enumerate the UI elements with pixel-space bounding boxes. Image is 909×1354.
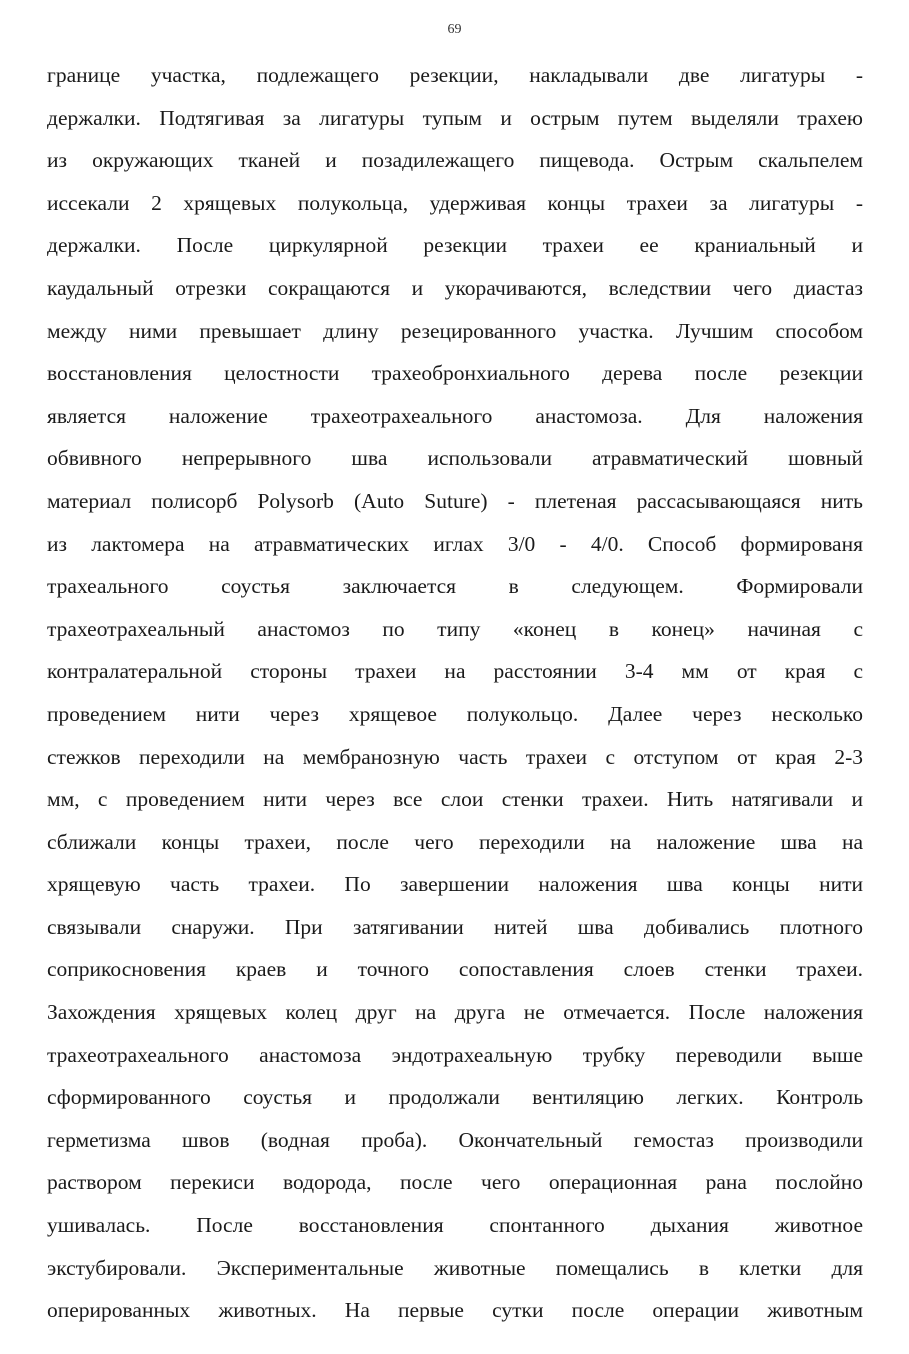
text-line: раствором перекиси водорода, после чего операционная рана послойно bbox=[47, 1170, 863, 1195]
page-number: 69 bbox=[447, 22, 462, 37]
text-line: Захождения хрящевых колец друг на друга не отмечается. После наложения bbox=[47, 1000, 863, 1025]
text-line: трахеотрахеальный анастомоз по типу «конец в конец» начиная с bbox=[47, 616, 863, 641]
text-line: оперированных животных. На первые сутки после операции животным bbox=[47, 1298, 863, 1323]
text-line: сближали концы трахеи, после чего переходили на наложение шва на bbox=[47, 829, 863, 854]
text-line: между ними превышает длину резецированного участка. Лучшим способом bbox=[47, 318, 863, 343]
text-line: хрящевую часть трахеи. По завершении наложения шва концы нити bbox=[47, 872, 863, 897]
text-line: является наложение трахеотрахеального анастомоза. Для наложения bbox=[47, 403, 863, 428]
text-line: держалки. После циркулярной резекции трахеи ее краниальный и bbox=[47, 233, 863, 258]
text-line: мм, с проведением нити через все слои стенки трахеи. Нить натягивали и bbox=[47, 787, 863, 812]
text-line: трахеотрахеального анастомоза эндотрахеальную трубку переводили выше bbox=[47, 1042, 863, 1067]
text-line: экстубировали. Экспериментальные животные помещались в клетки для bbox=[47, 1255, 863, 1280]
text-line: герметизма швов (водная проба). Окончательный гемостаз производили bbox=[47, 1127, 863, 1152]
text-line: проведением нити через хрящевое полукольцо. Далее через несколько bbox=[47, 701, 863, 726]
text-line: материал полисорб Polysorb (Auto Suture) - плетеная рассасывающаяся нить bbox=[47, 488, 863, 513]
text-line: обвивного непрерывного шва использовали атравматический шовный bbox=[47, 446, 863, 471]
text-line: каудальный отрезки сокращаются и укорачиваются, вследствии чего диастаз bbox=[47, 275, 863, 300]
text-line: контралатеральной стороны трахеи на расстоянии 3-4 мм от края с bbox=[47, 659, 863, 684]
text-line: ушивалась. После восстановления спонтанного дыхания животное bbox=[47, 1213, 863, 1238]
text-line: из окружающих тканей и позадилежащего пищевода. Острым скальпелем bbox=[47, 148, 863, 173]
text-line: трахеального соустья заключается в следующем. Формировали bbox=[47, 574, 863, 599]
text-line: иссекали 2 хрящевых полукольца, удерживая концы трахеи за лигатуры - bbox=[47, 190, 863, 215]
text-line: связывали снаружи. При затягивании нитей шва добивались плотного bbox=[47, 914, 863, 939]
text-line: сформированного соустья и продолжали вентиляцию легких. Контроль bbox=[47, 1085, 863, 1110]
text-line: из лактомера на атравматических иглах 3/0 - 4/0. Способ формированя bbox=[47, 531, 863, 556]
body-text bbox=[47, 54, 863, 1332]
text-line: держалки. Подтягивая за лигатуры тупым и острым путем выделяли трахею bbox=[47, 105, 863, 130]
text-line: стежков переходили на мембранозную часть трахеи с отступом от края 2-3 bbox=[47, 744, 863, 769]
text-line: границе участка, подлежащего резекции, накладывали две лигатуры - bbox=[47, 63, 863, 87]
text-line: восстановления целостности трахеобронхиального дерева после резекции bbox=[47, 361, 863, 386]
text-line: соприкосновения краев и точного сопоставления слоев стенки трахеи. bbox=[47, 957, 863, 982]
